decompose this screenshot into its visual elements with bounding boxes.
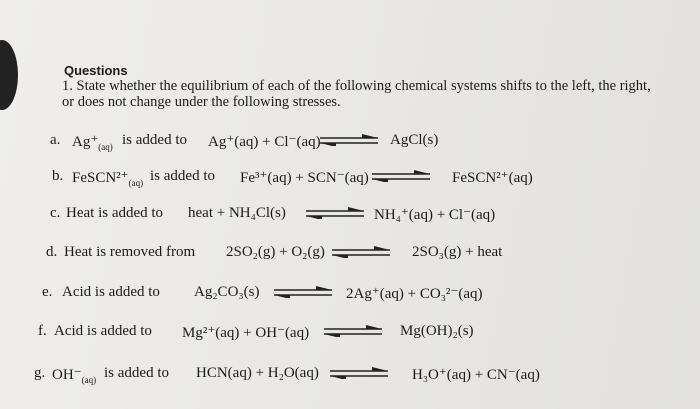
equilibrium-arrow [272, 286, 336, 298]
stress-text: Acid is added to [54, 323, 152, 339]
item-label: e. [42, 284, 53, 300]
item-label: b. [52, 168, 64, 184]
item-label: a. [50, 132, 61, 148]
products: H₃O⁺(aq) + CN⁻(aq) [412, 367, 540, 383]
equilibrium-arrow [322, 325, 386, 337]
products: Mg(OH)₂(s) [400, 323, 474, 339]
stress-text: Heat is added to [66, 205, 164, 221]
equilibrium-arrow [330, 246, 394, 258]
stress-text: Heat is removed from [64, 244, 196, 260]
item-label: d. [46, 244, 58, 260]
stress-species: $Ag^+_{(aq)}$ [72, 134, 113, 152]
stress-text: is added to [150, 168, 215, 184]
equilibrium-arrow [370, 170, 434, 182]
binder-hole [0, 40, 18, 110]
products: 2SO₃(g) + heat [412, 244, 503, 260]
stress-text: is added to [104, 365, 169, 381]
stress-species: $FeSCN^{2+}_{(aq)}$ [72, 170, 144, 188]
reactants: HCN(aq) + H₂O(aq) [196, 365, 319, 381]
stress-text: Acid is added to [62, 284, 160, 300]
products: 2Ag⁺(aq) + CO₃²⁻(aq) [346, 286, 483, 302]
item-label: g. [34, 365, 46, 381]
stress-species: $OH^-_{(aq)}$ [52, 367, 97, 385]
item-label: f. [38, 323, 47, 339]
equilibrium-arrow [318, 134, 382, 146]
reactants: Ag₂CO₃(s) [194, 284, 260, 300]
reactants: 2SO₂(g) + O₂(g) [226, 244, 325, 260]
item-label: c. [50, 205, 61, 221]
products: AgCl(s) [390, 132, 439, 148]
reactants: Ag⁺(aq) + Cl⁻(aq) [208, 134, 321, 150]
products: NH₄⁺(aq) + Cl⁻(aq) [374, 207, 496, 223]
equilibrium-arrow [304, 207, 368, 219]
reactants: Mg²⁺(aq) + OH⁻(aq) [182, 325, 310, 341]
reactants: Fe³⁺(aq) + SCN⁻(aq) [240, 170, 369, 186]
section-title: Questions [64, 63, 128, 78]
question-text: 1. State whether the equilibrium of each of the following chemical systems shifts to the left, the right, or does not change under the following stresses. [62, 78, 651, 110]
stress-text: is added to [122, 132, 187, 148]
products: FeSCN²⁺(aq) [452, 170, 533, 186]
equilibrium-arrow [328, 367, 392, 379]
reactants: heat + NH₄Cl(s) [188, 205, 286, 221]
